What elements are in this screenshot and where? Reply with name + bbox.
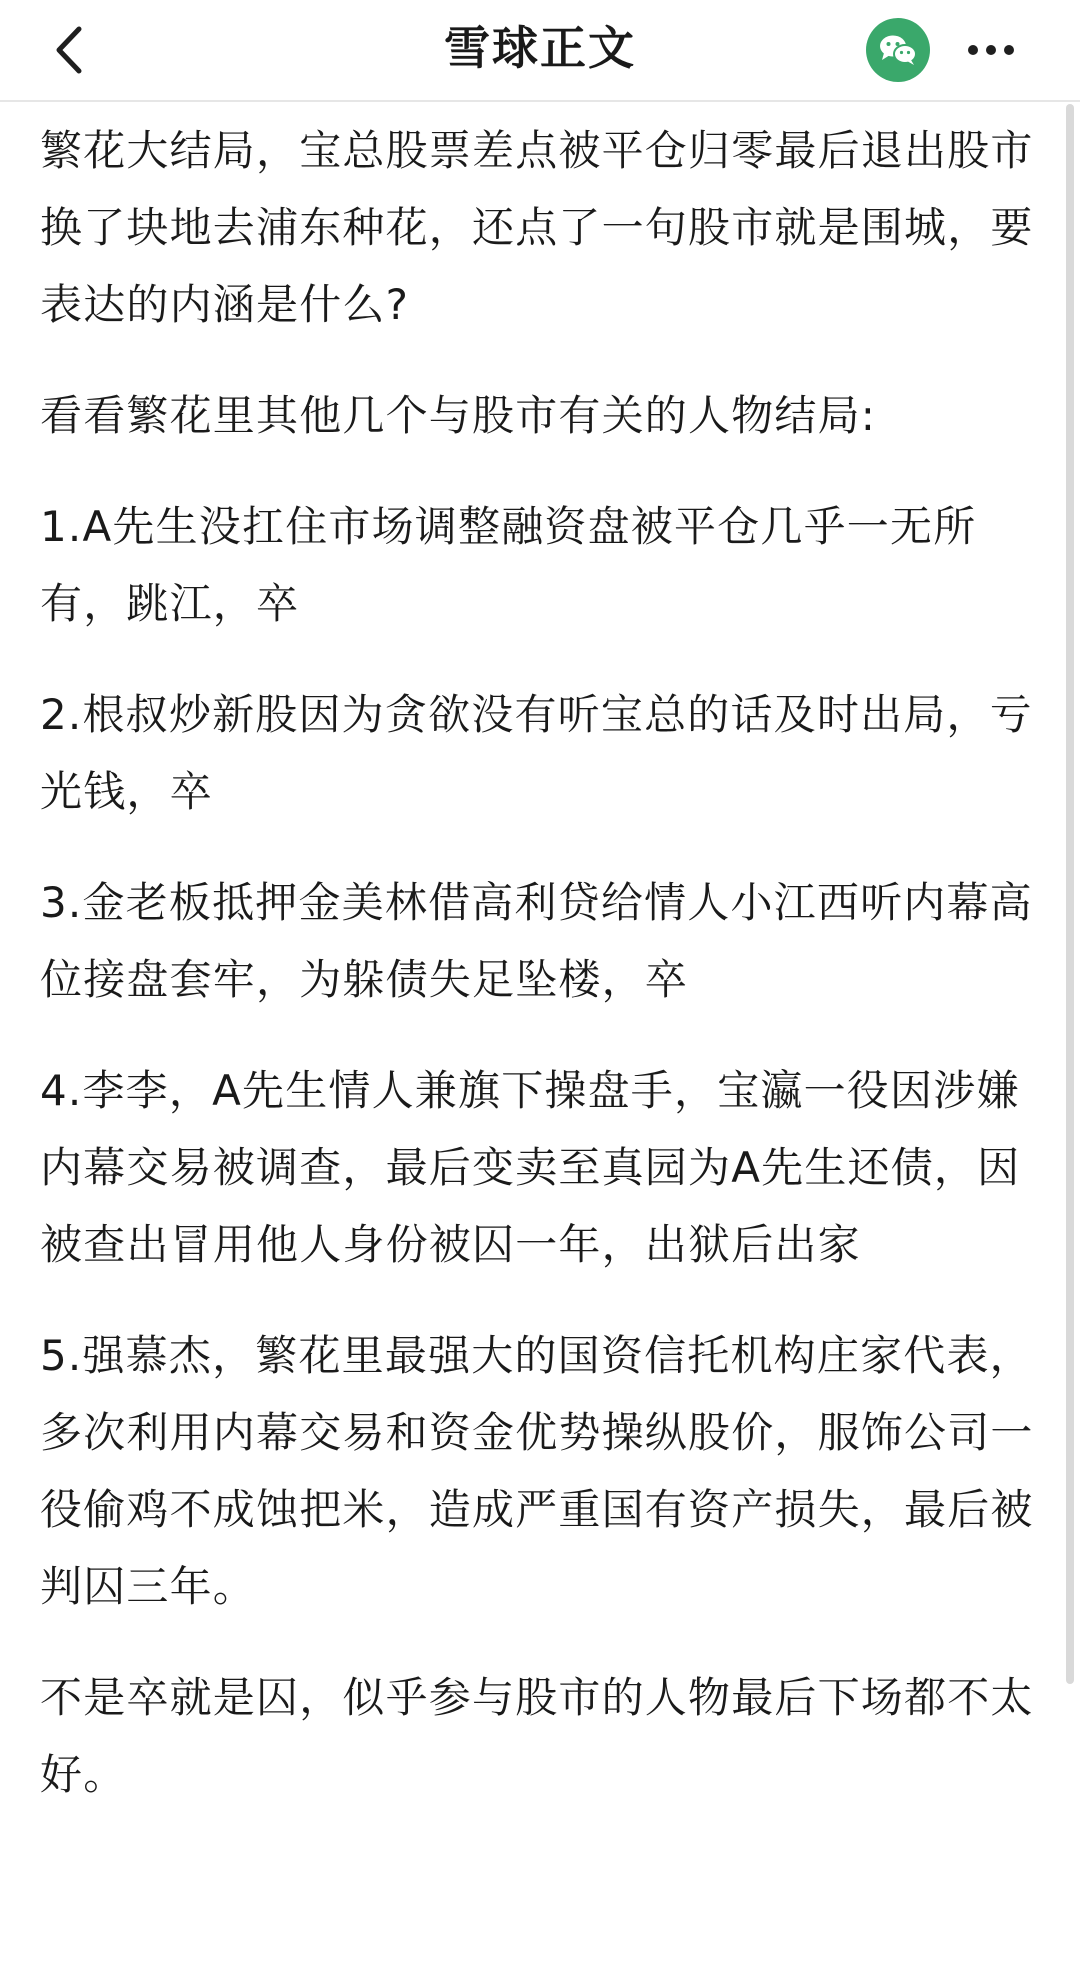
article-paragraph: 看看繁花里其他几个与股市有关的人物结局: — [40, 391, 877, 440]
page-title: 雪球正文 — [444, 21, 636, 75]
article-paragraph: 1.A先生没扛住市场调整融资盘被平仓几乎一无所有，跳江，卒 — [40, 502, 977, 628]
wechat-icon — [878, 33, 918, 67]
article-paragraph: 2.根叔炒新股因为贪欲没有听宝总的话及时出局，亏光钱，卒 — [40, 690, 1033, 816]
more-dot — [986, 45, 996, 55]
vertical-scrollbar[interactable] — [1066, 104, 1074, 1684]
article-body — [40, 112, 1036, 1847]
article-paragraph: 3.金老板抵押金美林借高利贷给情人小江西听内幕高位接盘套牢，为躲债失足坠楼，卒 — [40, 878, 1033, 1004]
article-paragraph: 不是卒就是囚，似乎参与股市的人物最后下场都不太好。 — [40, 1673, 1034, 1799]
more-dot — [1004, 45, 1014, 55]
article-paragraph: 5.强慕杰，繁花里最强大的国资信托机构庄家代表，多次利用内幕交易和资金优势操纵股价，服饰公司一役偷鸡不成蚀把米，造成严重国有资产损失，最后被判囚三年。 — [40, 1331, 1034, 1611]
article-paragraph: 繁花大结局，宝总股票差点被平仓归零最后退出股市换了块地去浦东种花，还点了一句股市就是围城，要表达的内涵是什么? — [40, 126, 1034, 329]
wechat-share-button[interactable] — [866, 18, 930, 82]
more-horizontal-icon — [968, 45, 978, 55]
top-navigation-bar — [0, 0, 1080, 102]
article-paragraph: 4.李李，A先生情人兼旗下操盘手，宝瀛一役因涉嫌内幕交易被调查，最后变卖至真园为A先生还债，因被查出冒用他人身份被囚一年，出狱后出家 — [40, 1066, 1021, 1269]
more-options-button[interactable] — [956, 22, 1026, 78]
